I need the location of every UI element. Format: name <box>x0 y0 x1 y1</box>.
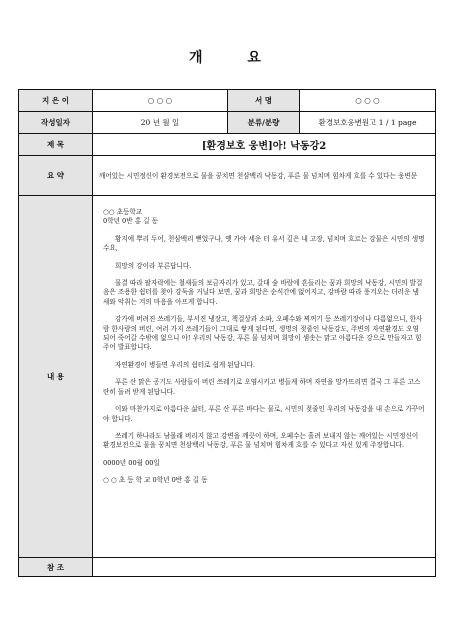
school-line: ○○ 초등학교 <box>103 208 143 216</box>
speech-signature: ○ ○ 초 등 학 교 0학년 0반 홍 길 동 <box>103 476 208 485</box>
date-row <box>19 112 435 134</box>
author-row <box>19 90 435 112</box>
subject-row <box>19 134 435 156</box>
speech-body <box>93 196 435 557</box>
category-label: 분류/분량 <box>228 112 300 133</box>
overview-table <box>18 89 436 577</box>
subject-value: [환경보호 웅변]아! 낙동강2 <box>201 141 327 152</box>
speech-date: 0000년 00월 00일 <box>103 458 160 467</box>
content-label: 내 용 <box>19 196 93 557</box>
reference-value <box>93 558 435 576</box>
reviewer-label: 서 명 <box>228 90 300 111</box>
category-value: 환경보호웅변원고 1 / 1 page <box>318 118 417 127</box>
date-value: 20 년 월 일 <box>93 112 228 133</box>
reviewer-value: ○ ○ ○ <box>355 96 380 105</box>
paragraph-1: 황지에 뿌리 두어, 천삼백리 뻗었구나, 옛 가야 세운 터 유서 깊은 내 고장, 넘치며 흐르는 강물은 시민의 생명수요, <box>103 234 425 253</box>
author-label: 지 은 이 <box>19 90 93 111</box>
summary-value: 깨어있는 시민정신이 환경보전으로 물을 꿍치면 천삼백리 낙동강, 푸른 물 넘치며 힘차게 흐를 수 있다는 웅변문 <box>99 171 418 180</box>
paragraph-4: 강가에 버려진 쓰레기들, 부서진 냉장고, 책걸상과 소파, 오페수와 찌꺼기 등 쓰레기장이나 다름없으니, 한사람 한사람의 버린, 여러 가지 쓰레기들이 그대로 쌓게 된다면, 생명의 젖줄인 낙동강도, 주변의 자연환경도 오염되어 죽어갈 수밖에 없으니 아! 우리의 낙동강, 푸른 물 넘치며 희망이 샘솟는 맑고 아름다운 강으로 만들자고 힘주어 발표합니다. <box>103 315 423 352</box>
page-title: 개 요 <box>189 50 281 66</box>
content-row <box>19 196 435 558</box>
subject-label: 제 목 <box>19 134 93 155</box>
paragraph-5: 자연환경이 병들면 우리의 쉼터로 쉽게 된답니다. <box>115 360 255 369</box>
reference-row <box>19 558 435 576</box>
author-value: ○ ○ ○ <box>93 90 228 111</box>
paragraph-7: 이와 마찬가지로 아름다운 삶터, 푸른 산 푸른 바다는 물로, 시민의 젖줄인 우리의 낙동강을 내 손으로 가꾸어야 합니다. <box>103 405 425 423</box>
reference-label: 참 조 <box>19 558 93 576</box>
summary-label: 요 약 <box>19 156 93 195</box>
summary-row <box>19 156 435 196</box>
paragraph-3: 물결 따라 팔자락에는 철새들의 보금자리가 있고, 갈대 숲 바람에 흔들리는 꿈과 희망의 낙동강, 시민의 발걸음은 조용한 쉼터를 찾아 강둑을 거닐다 보면, 꿈과 희망은 순식간에 없어지고, 강바람 따라 풍겨오는 더러운 냄새와 악취는 겨의 마음을 아프게 합니다. <box>103 279 423 306</box>
paragraph-2: 희망의 강이라 부른답니다. <box>115 261 192 270</box>
date-label: 작성일자 <box>19 112 93 133</box>
paragraph-6: 푸른 산 맑은 공기도 사람들이 버린 쓰레기로 오염시키고 병들게 하며 자연을 망가뜨리면 결국 그 푸른 고스란히 돌려 받게 된답니다. <box>103 378 421 396</box>
paragraph-8: 쓰레기 하나라도 남몰래 버리지 않고 강변을 깨끗이 하며, 오페수는 흘려 보내지 않는 깨어있는 시민정신이 환경보전으로 물을 꿍치면 천삼백리 낙동강, 푸른 물 넘치며 힘차게 흐를 수 있다고 자신 있게 주장합니다. <box>103 431 419 450</box>
student-line: 0학년 0반 홍 길 동 <box>103 217 158 226</box>
